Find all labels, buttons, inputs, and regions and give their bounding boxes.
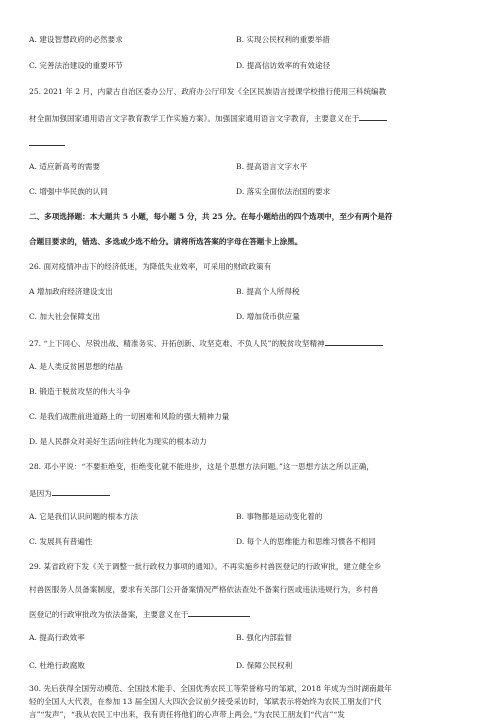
q25-option-d: D. 落实全面依法治国的要求: [236, 187, 331, 196]
q25-answer-line: [29, 137, 69, 149]
q24-option-d: D. 提高信访效率的有效途径: [236, 61, 331, 70]
q24-option-c: C. 完善法治建设的重要环节: [29, 61, 123, 70]
q25-answer-blank: [359, 112, 387, 121]
q28-stem-line1: 28. 邓小平说：“不要拒绝变，拒绝变化就不能进步，这是个思想方法问题。”这一思想方法之所以正确，: [29, 462, 374, 471]
q25-option-a: A. 适应新高考的需要: [29, 162, 101, 171]
q28-option-a: A. 它是我们认识问题的根本方法: [29, 512, 139, 521]
q27-option-b: B. 锻造于脱贫攻坚的伟大斗争: [29, 387, 131, 396]
q29-answer-blank: [188, 608, 250, 617]
q29-option-c: C. 杜绝行政腐败: [29, 661, 85, 670]
q27-option-d: D. 是人民群众对美好生活向往转化为现实的根本动力: [29, 437, 207, 446]
section2-heading-line2: 合题目要求的，错选、多选或少选不给分。请将所选答案的字母在答题卡上涂黑。: [29, 237, 303, 246]
q24-option-b: B. 实现公民权利的重要举措: [236, 35, 330, 44]
q29-option-d: D. 保障公民权利: [236, 661, 293, 670]
q30-stem-line1: 30. 先后获得全国劳动模范、全国技术能手、全国优秀农民工等荣誉称号的邹斌，2018 年成为当时湖南最年: [29, 684, 392, 693]
q27-stem: 27. “上下同心、尽锐出战、精准务实、开拓创新、攻坚克难、不负人民”的脱贫攻坚精神: [29, 337, 383, 349]
q24-option-a: A. 建设智慧政府的必然要求: [29, 35, 123, 44]
q29-option-b: B. 强化内部监督: [236, 633, 292, 642]
section2-heading-line1: 二、多项选择题：本大题共 5 小题，每小题 5 分，共 25 分。在每小题给出的四个选项中，至少有两个是符: [29, 212, 393, 221]
q28-option-d: D. 每个人的思维能力和思维习惯各不相同: [236, 537, 376, 546]
q28-option-b: B. 事物都是运动变化着的: [236, 512, 323, 521]
q29-stem-line3: 医登记的行政审批改为依法备案，主要意义在于: [29, 608, 250, 620]
q26-option-a: A 增加政府经济建设支出: [29, 287, 113, 296]
q27-answer-blank: [325, 337, 383, 346]
q29-option-a: A. 提高行政效率: [29, 633, 85, 642]
q28-answer-blank: [52, 487, 110, 496]
q29-stem-line2: 村兽医服务人员备案制度，要求有关部门公开备案情况严格依法查处不备案行医或违法违规行为，乡村兽: [29, 585, 379, 594]
q25-option-b: B. 提高语言文字水平: [236, 162, 308, 171]
q30-stem-line2: 轻的全国人大代表，在参加 13 届全国人大四次会议前夕接受采访时，邹斌表示将始终为农民工朋友们“代: [29, 697, 382, 706]
q26-stem: 26. 面对疫情冲击下的经济低迷，为降低失业效率，可采用的财政政策有: [29, 262, 272, 271]
q29-stem-line1: 29. 某省政府下发《关于调整一批行政权力事项的通知》。不再实施乡村兽医登记的行政审批，建立健全乡: [29, 562, 382, 571]
q28-option-c: C. 发展具有普遍性: [29, 537, 93, 546]
q28-stem-line2: 是因为: [29, 487, 110, 499]
q26-option-d: D. 增加货币供应量: [236, 312, 300, 321]
q30-stem-line3: 言”“发声”，“我从农民工中出来，我有责任将他们的心声带上两会。”为农民工朋友们“代言”“发: [29, 710, 345, 719]
q25-stem-line2: 材全面加强国家通用语言文字教育教学工作实施方案》。加强国家通用语言文字教育，主要意义在于: [29, 112, 387, 124]
q25-option-c: C. 增强中华民族的认同: [29, 187, 108, 196]
q27-option-a: A. 是人类反贫困思想的结晶: [29, 362, 123, 371]
q27-option-c: C. 是我们战胜前进道路上的一切困难和风险的强大精神力量: [29, 412, 230, 421]
q25-answer-blank-cont: [29, 137, 65, 146]
q26-option-b: B. 提高个人所得税: [236, 287, 300, 296]
q26-option-c: C. 加大社会保障支出: [29, 312, 101, 321]
q25-stem-line1: 25. 2021 年 2 月，内蒙古自治区委办公厅、政府办公厅印发《全区民族语言授课学校推行使用三科统编教: [29, 87, 387, 96]
